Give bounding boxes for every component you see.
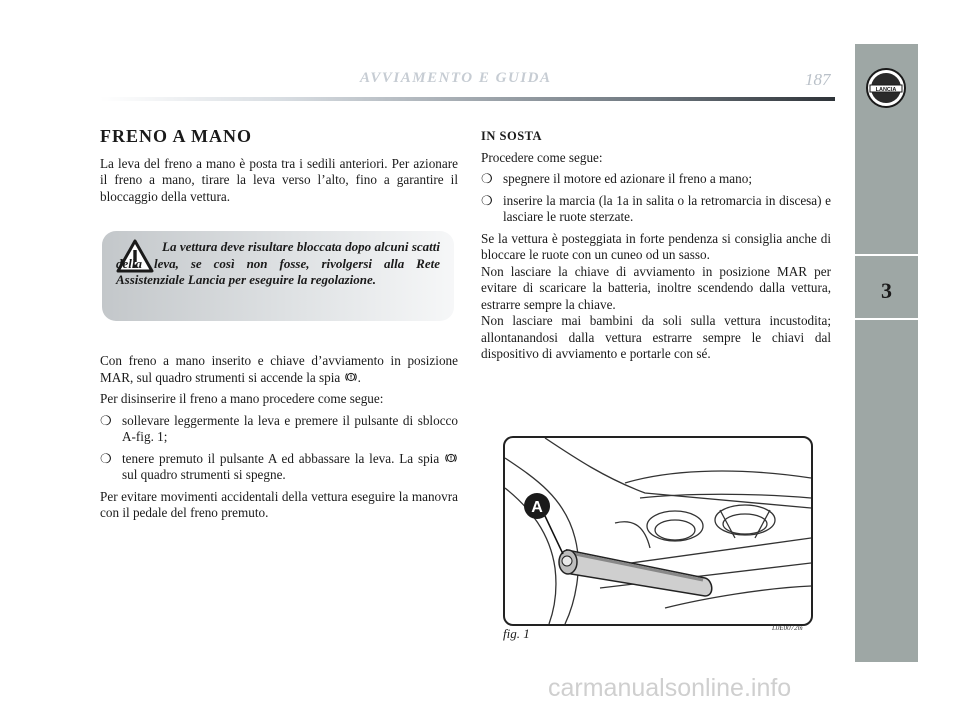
bullet-mark: ❍ — [100, 450, 112, 466]
figure-code: L0E0072m — [772, 624, 803, 632]
lamp-paragraph-end: . — [357, 369, 361, 385]
right-column — [481, 128, 831, 368]
list-item-text: sollevare leggermente la leva e premere il pulsante di sblocco A-fig. 1; — [122, 412, 458, 444]
list-item — [481, 193, 831, 226]
children-paragraph: Non lasciare mai bambini da soli sulla vettura incustodita; allontanandosi dalla vettura estrarre sempre le chiavi dal dispositivo di avviamento e portarle con sé. — [481, 313, 831, 361]
header-rule — [100, 97, 835, 101]
parking-intro: Procedere come segue: — [481, 149, 603, 165]
page-number: 187 — [805, 70, 831, 89]
lancia-logo-icon — [866, 68, 906, 108]
warning-text: La vettura deve risultare bloccata dopo alcuni scatti della leva, se così non fosse, rivolgersi alla Rete Assistenziale Lancia per eseguire la regolazione. — [116, 239, 440, 287]
intro-paragraph: La leva del freno a mano è posta tra i sedili anteriori. Per azionare il freno a mano, tirare la leva verso l’alto, fino a garantire il bloccaggio della vettura. — [100, 155, 458, 204]
release-intro: Per disinserire il freno a mano procedere come segue: — [100, 391, 384, 406]
handbrake-drawing — [505, 438, 811, 624]
list-item — [481, 171, 831, 188]
lamp-paragraph-text: Con freno a mano inserito e chiave d’avviamento in posizione MAR, sul quadro strumenti si accende la spia — [100, 353, 458, 385]
warning-box — [102, 231, 454, 321]
list-item-text: inserire la marcia (la 1a in salita o la retromarcia in discesa) e lasciare le ruote sterzate. — [503, 192, 831, 224]
watermark[interactable]: carmanualsonline.info — [548, 674, 792, 702]
figure-caption: fig. 1 — [503, 626, 530, 641]
section-title: FRENO A MANO — [100, 126, 253, 146]
bullet-mark: ❍ — [481, 192, 493, 208]
key-paragraph: Non lasciare la chiave di avviamento in posizione MAR per evitare di scaricare la batteria, inoltre scendendo dalla vettura, estrarre sempre la chiave. — [481, 263, 831, 312]
callout-label: A — [531, 499, 543, 516]
chapter-number[interactable]: 3 — [881, 278, 892, 303]
tab-divider-bottom — [855, 318, 918, 320]
brake-warning-lamp-icon — [445, 452, 457, 464]
chapter-side-tab — [855, 44, 918, 662]
logo-text: LANCIA — [875, 86, 897, 93]
lamp-paragraph — [100, 353, 458, 386]
handbrake-illustration — [503, 436, 813, 626]
parking-subheading: IN SOSTA — [481, 129, 543, 143]
safety-paragraph: Per evitare movimenti accidentali della vettura eseguire la manovra con il pedale del freno premuto. — [100, 488, 458, 520]
list-item — [100, 451, 458, 484]
left-column — [100, 128, 458, 527]
brake-warning-lamp-icon — [345, 371, 357, 383]
list-item — [100, 413, 458, 446]
list-item-text: tenere premuto il pulsante A ed abbassare la leva. La spia — [122, 450, 440, 466]
bullet-mark: ❍ — [481, 171, 493, 186]
list-item-text: spegnere il motore ed azionare il freno a mano; — [503, 171, 752, 186]
page-header-title: AVVIAMENTO E GUIDA — [360, 70, 552, 86]
handbrake-lever — [559, 550, 712, 596]
slope-paragraph: Se la vettura è posteggiata in forte pendenza si consiglia anche di bloccare le ruote con un cuneo od un sasso. — [481, 230, 831, 262]
tab-divider-top — [855, 254, 918, 256]
list-item-text-end: sul quadro strumenti si spegne. — [122, 467, 286, 482]
bullet-mark: ❍ — [100, 412, 112, 428]
